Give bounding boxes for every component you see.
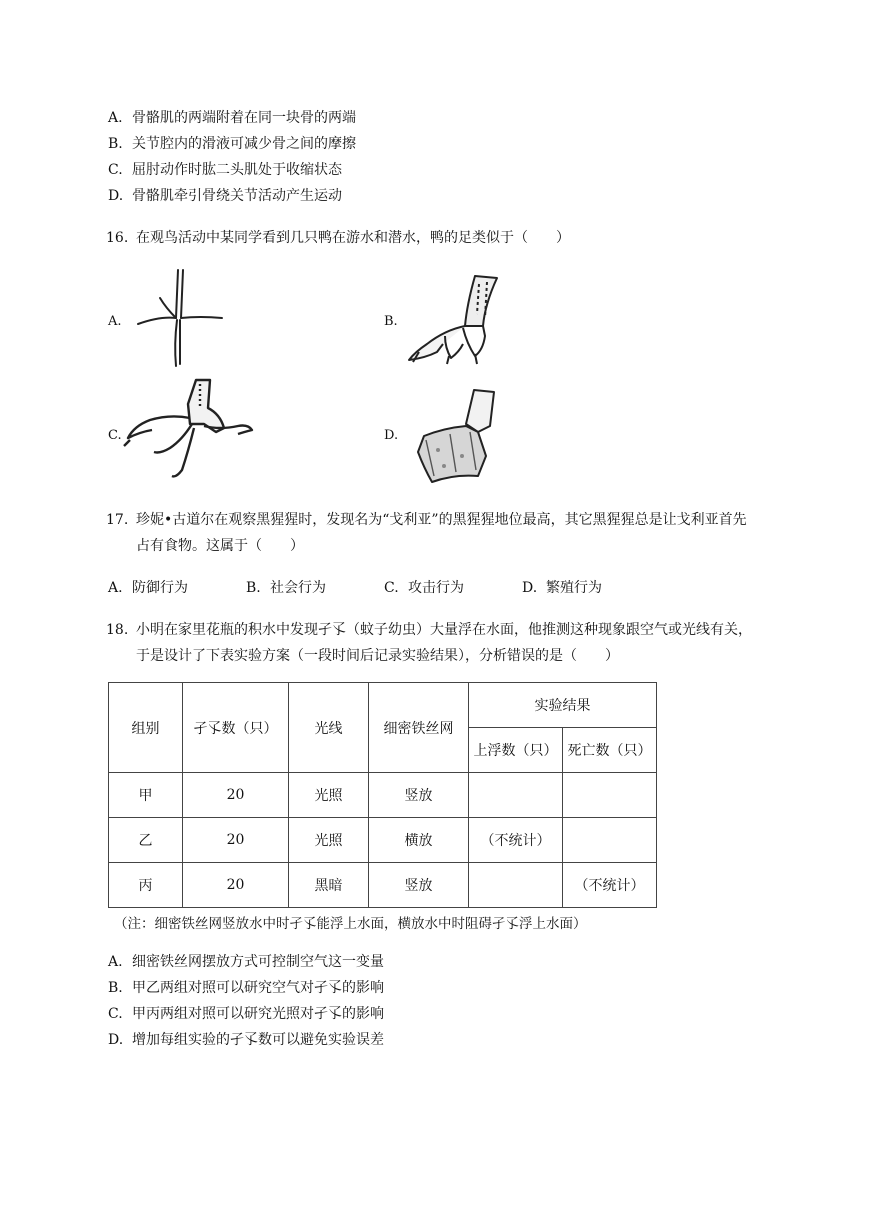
option-text: 屈肘动作时肱二头肌处于收缩状态 (132, 162, 342, 178)
option-text: 繁殖行为 (546, 580, 602, 596)
q17-option-c (384, 578, 464, 598)
header-result: 实验结果 (469, 683, 657, 728)
cell-group: 丙 (109, 863, 183, 908)
q17-number: 17. (106, 512, 129, 528)
option-text: 骨骼肌的两端附着在同一块骨的两端 (132, 110, 356, 126)
header-light: 光线 (289, 683, 369, 773)
cell-group: 甲 (109, 773, 183, 818)
cell-float (469, 863, 563, 908)
header-group: 组别 (109, 683, 183, 773)
figure-b-label: B. (384, 314, 398, 329)
table-note: （注：细密铁丝网竖放水中时孑孓能浮上水面，横放水中时阻碍孑孓浮上水面） (114, 916, 587, 932)
q18-option-a (108, 952, 384, 972)
q15-option-c (108, 160, 342, 180)
cell-float: （不统计） (469, 818, 563, 863)
option-text: 社会行为 (270, 580, 326, 596)
bird-foot-webbed-icon (404, 386, 504, 486)
header-mesh: 细密铁丝网 (369, 683, 469, 773)
cell-mesh: 横放 (369, 818, 469, 863)
option-text: 细密铁丝网摆放方式可控制空气这一变量 (132, 954, 384, 970)
option-text: 防御行为 (132, 580, 188, 596)
q15-option-d (108, 186, 342, 206)
option-text: 甲丙两组对照可以研究光照对孑孓的影响 (132, 1006, 384, 1022)
figure-c-label: C. (108, 428, 122, 443)
q15-option-b (108, 134, 356, 154)
header-count: 孑孓数（只） (183, 683, 289, 773)
option-text: 关节腔内的滑液可减少骨之间的摩擦 (132, 136, 356, 152)
option-label: D. (108, 1032, 124, 1048)
option-label: C. (108, 1006, 123, 1022)
q18-option-b (108, 978, 384, 998)
option-text: 骨骼肌牵引骨绕关节活动产生运动 (132, 188, 342, 204)
option-text: 攻击行为 (408, 580, 464, 596)
option-label: C. (384, 580, 399, 596)
figure-a-label: A. (108, 314, 122, 329)
q17-option-d (522, 578, 602, 598)
cell-dead (563, 773, 657, 818)
cell-dead: （不统计） (563, 863, 657, 908)
option-label: A. (108, 580, 123, 596)
q15-option-a (108, 108, 356, 128)
q17-line2: 占有食物。这属于（ ） (136, 538, 304, 554)
cell-light: 黑暗 (289, 863, 369, 908)
table-row (109, 773, 657, 818)
q18-number: 18. (106, 622, 129, 638)
cell-count: 20 (183, 773, 289, 818)
option-text: 增加每组实验的孑孓数可以避免实验误差 (132, 1032, 384, 1048)
cell-group: 乙 (109, 818, 183, 863)
bird-foot-scratching-icon (405, 274, 505, 366)
cell-mesh: 竖放 (369, 773, 469, 818)
q17-option-b (246, 578, 326, 598)
header-float: 上浮数（只） (469, 728, 563, 773)
q18-line1: 小明在家里花瓶的积水中发现孑孓（蚊子幼虫）大量浮在水面，他推测这种现象跟空气或光线有关， (136, 622, 752, 638)
option-label: B. (108, 136, 123, 152)
bird-foot-perching-icon (130, 268, 230, 368)
cell-light: 光照 (289, 773, 369, 818)
q18-line2: 于是设计了下表实验方案（一段时间后记录实验结果），分析错误的是（ ） (136, 648, 619, 664)
option-label: B. (108, 980, 123, 996)
table-row (109, 863, 657, 908)
option-text: 甲乙两组对照可以研究空气对孑孓的影响 (132, 980, 384, 996)
q18-option-c (108, 1004, 384, 1024)
q16-text: 在观鸟活动中某同学看到几只鸭在游水和潜水，鸭的足类似于（ ） (136, 230, 570, 246)
option-label: D. (522, 580, 538, 596)
table-row (109, 818, 657, 863)
cell-mesh: 竖放 (369, 863, 469, 908)
q18-option-d (108, 1030, 384, 1050)
bird-foot-raptor-icon (120, 378, 256, 480)
option-label: A. (108, 110, 123, 126)
cell-count: 20 (183, 818, 289, 863)
q16-number: 16. (106, 230, 129, 246)
cell-count: 20 (183, 863, 289, 908)
cell-dead (563, 818, 657, 863)
option-label: B. (246, 580, 261, 596)
option-label: D. (108, 188, 124, 204)
option-label: A. (108, 954, 123, 970)
figure-d-label: D. (384, 428, 399, 443)
q17-line1: 珍妮•古道尔在观察黑猩猩时，发现名为“戈利亚”的黑猩猩地位最高，其它黑猩猩总是让戈利亚首先 (136, 512, 747, 528)
header-dead: 死亡数（只） (563, 728, 657, 773)
experiment-table (108, 682, 657, 908)
cell-float (469, 773, 563, 818)
cell-light: 光照 (289, 818, 369, 863)
q17-option-a (108, 578, 188, 598)
option-label: C. (108, 162, 123, 178)
